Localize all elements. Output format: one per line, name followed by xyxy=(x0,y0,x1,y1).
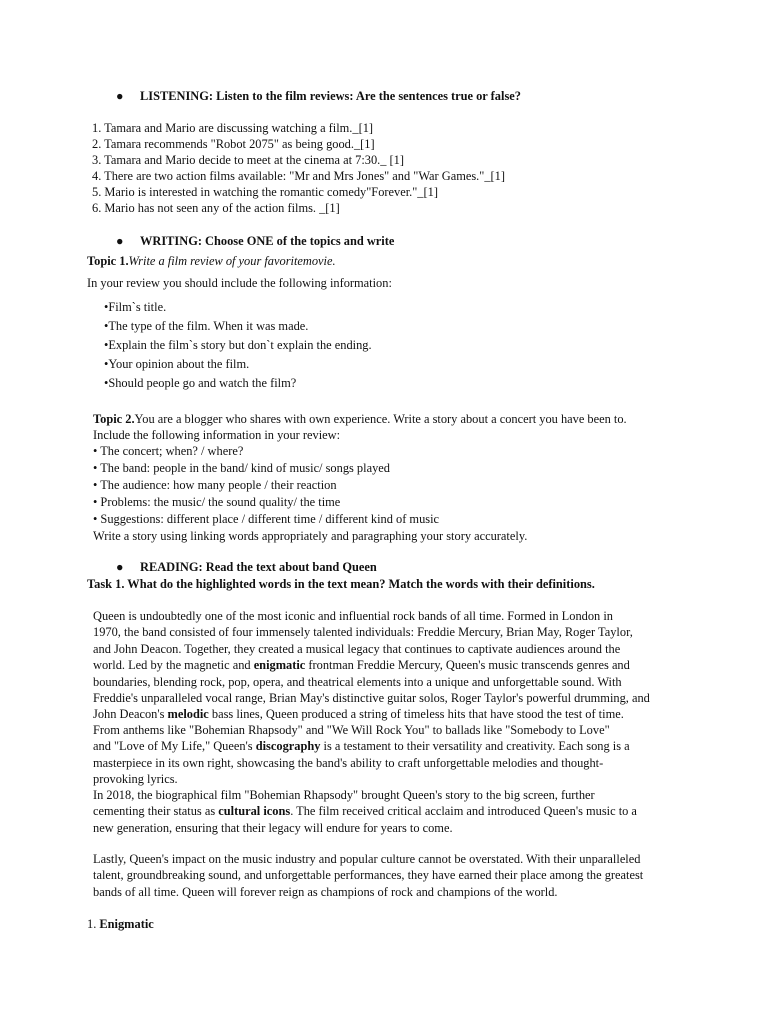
text-line: Queen is undoubtedly one of the most iconic and influential rock bands of all time. Formed in London in xyxy=(93,609,613,623)
topic1-label: Topic 1. xyxy=(87,254,129,268)
text-line: John Deacon's melodic bass lines, Queen produced a string of timeless hits that have stood the test of time. xyxy=(93,707,624,722)
text-line: new generation, ensuring that their legacy will endure for years to come. xyxy=(93,820,453,835)
topic1-intro: In your review you should include the following information: xyxy=(87,276,392,290)
text-line: cementing their status as cultural icons. The film received critical acclaim and introduced Queen's music to a xyxy=(93,804,637,819)
reading-paragraph-2 xyxy=(93,722,683,788)
reading-heading: ● READING: Read the text about band Queen xyxy=(116,560,377,574)
bullet-icon: ● xyxy=(116,234,124,248)
list-item: •Should people go and watch the film? xyxy=(104,376,297,390)
text-line: and "Love of My Life," Queen's discography is a testament to their versatility and creativity. Each song is a xyxy=(93,739,630,754)
vocab-item-1: 1. Enigmatic xyxy=(87,917,154,931)
topic2-line xyxy=(93,411,627,427)
text-line: talent, groundbreaking sound, and unforgettable performances, they have earned their place among the greatest xyxy=(93,868,644,883)
bullet-icon: ● xyxy=(116,560,124,574)
list-item: 4. There are two action films available: "Mr and Mrs Jones" and "War Games."_[1] xyxy=(92,169,505,183)
list-item: 1. Tamara and Mario are discussing watching a film._[1] xyxy=(92,121,374,135)
topic2-text: You are a blogger who shares with own experience. Write a story about a concert you have been to. xyxy=(134,412,627,426)
list-item: • The audience: how many people / their reaction xyxy=(93,478,337,492)
list-item: •Explain the film`s story but don`t explain the ending. xyxy=(104,338,372,352)
text-line: From anthems like "Bohemian Rhapsody" and "We Will Rock You" to ballads like "Somebody to Love" xyxy=(93,723,610,737)
list-item: 3. Tamara and Mario decide to meet at the cinema at 7:30._ [1] xyxy=(92,153,404,167)
reading-paragraph-1 xyxy=(93,608,683,723)
text-line: 1970, the band consisted of four immensely talented individuals: Freddie Mercury, Brian May, Roger Taylor, xyxy=(93,625,633,640)
text-line: boundaries, blending rock, pop, opera, and theatrical elements into a unique and unforgettable sound. With xyxy=(93,674,622,689)
topic1-text: Write a film review of your favoritemovie. xyxy=(128,254,336,268)
highlighted-word-enigmatic: enigmatic xyxy=(253,658,306,673)
reading-paragraph-3 xyxy=(93,787,683,836)
list-item: •The type of the film. When it was made. xyxy=(104,319,309,333)
text-line: and John Deacon. Together, they created a musical legacy that continues to captivate audiences around the xyxy=(93,641,621,656)
reading-paragraph-4 xyxy=(93,851,683,900)
text-line: bands of all time. Queen will forever reign as champions of rock and champions of the world. xyxy=(93,884,558,899)
text-line: Lastly, Queen's impact on the music industry and popular culture cannot be overstated. With their unparalleled xyxy=(93,852,641,866)
text-line: provoking lyrics. xyxy=(93,772,178,787)
list-item: •Your opinion about the film. xyxy=(104,357,250,371)
text-line: Freddie's unparalleled vocal range, Brian May's distinctive guitar solos, Roger Taylor's powerful drumming, and xyxy=(93,691,650,706)
listening-heading: ● LISTENING: Listen to the film reviews: Are the sentences true or false? xyxy=(116,89,521,103)
list-item: • Problems: the music/ the sound quality/ the time xyxy=(93,495,341,509)
list-item: 6. Mario has not seen any of the action films. _[1] xyxy=(92,201,340,215)
writing-heading: ● WRITING: Choose ONE of the topics and write xyxy=(116,234,395,248)
topic2-label: Topic 2. xyxy=(93,412,135,426)
list-item: •Film`s title. xyxy=(104,300,167,314)
list-item: • The band: people in the band/ kind of music/ songs played xyxy=(93,461,390,475)
topic2-intro: Include the following information in your review: xyxy=(93,428,341,442)
list-item: • The concert; when? / where? xyxy=(93,444,244,458)
topic1-line xyxy=(87,253,336,269)
bullet-icon: ● xyxy=(116,89,124,103)
topic2-closing: Write a story using linking words appropriately and paragraphing your story accurately. xyxy=(93,529,528,543)
text-line: masterpiece in its own right, showcasing the band's ability to craft unforgettable melodies and thought- xyxy=(93,755,604,770)
text-line: In 2018, the biographical film "Bohemian Rhapsody" brought Queen's story to the big screen, further xyxy=(93,788,595,802)
vocab-word: Enigmatic xyxy=(99,917,154,931)
highlighted-word-melodic: melodic xyxy=(167,707,209,722)
text-line: world. Led by the magnetic and enigmatic frontman Freddie Mercury, Queen's music transcends genres and xyxy=(93,658,630,673)
list-item: 2. Tamara recommends "Robot 2075" as being good._[1] xyxy=(92,137,375,151)
highlighted-word-cultural-icons: cultural icons xyxy=(218,804,291,819)
task-instruction: Task 1. What do the highlighted words in the text mean? Match the words with their definitions. xyxy=(87,577,595,591)
list-item: • Suggestions: different place / different time / different kind of music xyxy=(93,512,440,526)
list-item: 5. Mario is interested in watching the romantic comedy"Forever."_[1] xyxy=(92,185,438,199)
highlighted-word-discography: discography xyxy=(255,739,321,754)
